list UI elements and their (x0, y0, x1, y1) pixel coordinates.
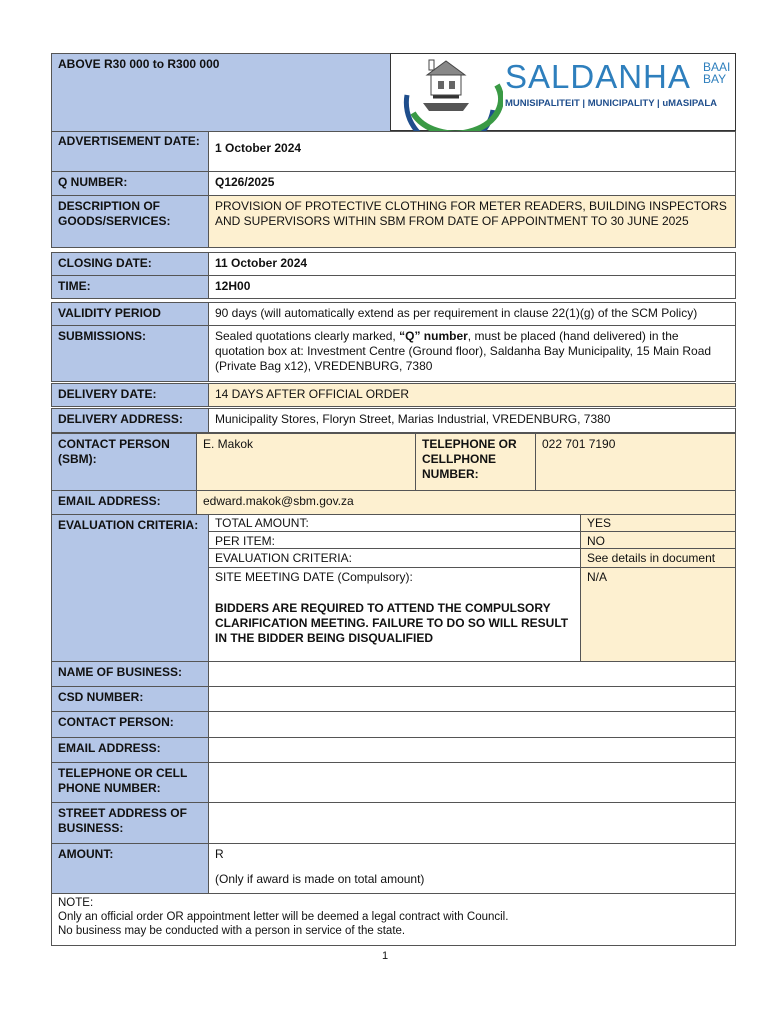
eval-criteria-value: See details in document (580, 548, 736, 568)
street-address-label: STREET ADDRESS OF BUSINESS: (51, 802, 209, 844)
email-address-2-label: EMAIL ADDRESS: (51, 737, 209, 763)
contact-person-label: CONTACT PERSON (SBM): (51, 433, 197, 491)
logo-wordmark: SALDANHA (505, 58, 691, 95)
delivery-address-label: DELIVERY ADDRESS: (51, 408, 209, 433)
eval-per-item-value: NO (580, 531, 736, 549)
submissions-q-number: “Q” number (399, 329, 468, 343)
logo-tagline: MUNISIPALITEIT | MUNICIPALITY | uMASIPALA (505, 98, 718, 109)
contact-person-value: E. Makok (196, 433, 416, 491)
municipality-emblem-icon (393, 55, 503, 131)
email-address-value: edward.makok@sbm.gov.za (196, 490, 736, 515)
telephone-label: TELEPHONE OR CELLPHONE NUMBER: (415, 433, 536, 491)
delivery-date-value: 14 DAYS AFTER OFFICIAL ORDER (208, 383, 736, 407)
eval-criteria-label: EVALUATION CRITERIA: (208, 548, 581, 568)
email-address-label: EMAIL ADDRESS: (51, 490, 197, 515)
contact-person-2-label: CONTACT PERSON: (51, 711, 209, 738)
delivery-address-value: Municipality Stores, Floryn Street, Marias Industrial, VREDENBURG, 7380 (208, 408, 736, 433)
csd-number-label: CSD NUMBER: (51, 686, 209, 712)
eval-total-amount-value: YES (580, 514, 736, 532)
telephone-2-label: TELEPHONE OR CELL PHONE NUMBER: (51, 762, 209, 803)
site-meeting-cell (208, 567, 581, 662)
eval-total-amount-label: TOTAL AMOUNT: (208, 514, 581, 532)
closing-date-value: 11 October 2024 (208, 252, 736, 276)
contact-person-2-field[interactable] (208, 711, 736, 738)
amount-label: AMOUNT: (51, 843, 209, 894)
submissions-text-post: , must be placed (hand delivered) in the quotation box at: Investment Centre (Ground floor), Saldanha Bay Municipality, 15 Main Road (Private Bag x12), VREDENBURG, 7380 (215, 329, 712, 373)
note-line-1: Only an official order OR appointment letter will be deemed a legal contract with Council. (58, 911, 509, 923)
submissions-text-pre: Sealed quotations clearly marked, (215, 329, 400, 343)
amount-field[interactable] (208, 843, 736, 894)
csd-number-field[interactable] (208, 686, 736, 712)
closing-date-label: CLOSING DATE: (51, 252, 209, 276)
amount-note: (Only if award is made on total amount) (215, 872, 425, 886)
note-line-2: No business may be conducted with a person in service of the state. (58, 925, 406, 937)
time-value: 12H00 (208, 275, 736, 299)
telephone-value: 022 701 7190 (535, 433, 736, 491)
advertisement-date-value: 1 October 2024 (208, 131, 736, 172)
site-meeting-warning: BIDDERS ARE REQUIRED TO ATTEND THE COMPULSORY CLARIFICATION MEETING. FAILURE TO DO SO WILL RESULT IN THE BIDDER BEING DISQUALIFIED (215, 601, 569, 645)
business-name-label: NAME OF BUSINESS: (51, 661, 209, 687)
amount-currency: R (215, 847, 224, 861)
page-number: 1 (381, 950, 389, 962)
validity-period-value: 90 days (will automatically extend as per requirement in clause 22(1)(g) of the SCM Policy) (208, 302, 736, 326)
saldanha-logo (390, 53, 736, 131)
street-address-field[interactable] (208, 802, 736, 844)
business-name-field[interactable] (208, 661, 736, 687)
header-title-cell (51, 53, 391, 132)
delivery-date-label: DELIVERY DATE: (51, 383, 209, 407)
logo-baai: BAAI (703, 60, 731, 74)
site-meeting-value: N/A (580, 567, 736, 662)
site-meeting-label: SITE MEETING DATE (Compulsory): (215, 570, 413, 584)
submissions-value (208, 325, 736, 382)
advertisement-date-label: ADVERTISEMENT DATE: (51, 131, 209, 172)
q-number-value: Q126/2025 (208, 171, 736, 196)
evaluation-criteria-label: EVALUATION CRITERIA: (51, 514, 209, 662)
logo-baai-bay (703, 61, 730, 85)
logo-bay: BAY (703, 72, 727, 86)
q-number-label: Q NUMBER: (51, 171, 209, 196)
eval-per-item-label: PER ITEM: (208, 531, 581, 549)
telephone-2-field[interactable] (208, 762, 736, 803)
note-title: NOTE: (58, 897, 94, 909)
time-label: TIME: (51, 275, 209, 299)
submissions-label: SUBMISSIONS: (51, 325, 209, 382)
note-box (51, 893, 736, 946)
email-address-2-field[interactable] (208, 737, 736, 763)
description-value: PROVISION OF PROTECTIVE CLOTHING FOR METER READERS, BUILDING INSPECTORS AND SUPERVISORS WITHIN SBM FROM DATE OF APPOINTMENT TO 30 JUNE 2025 (208, 195, 736, 248)
form-title: ABOVE R30 000 to R300 000 (58, 57, 220, 71)
validity-period-label: VALIDITY PERIOD (51, 302, 209, 326)
description-label: DESCRIPTION OF GOODS/SERVICES: (51, 195, 209, 248)
